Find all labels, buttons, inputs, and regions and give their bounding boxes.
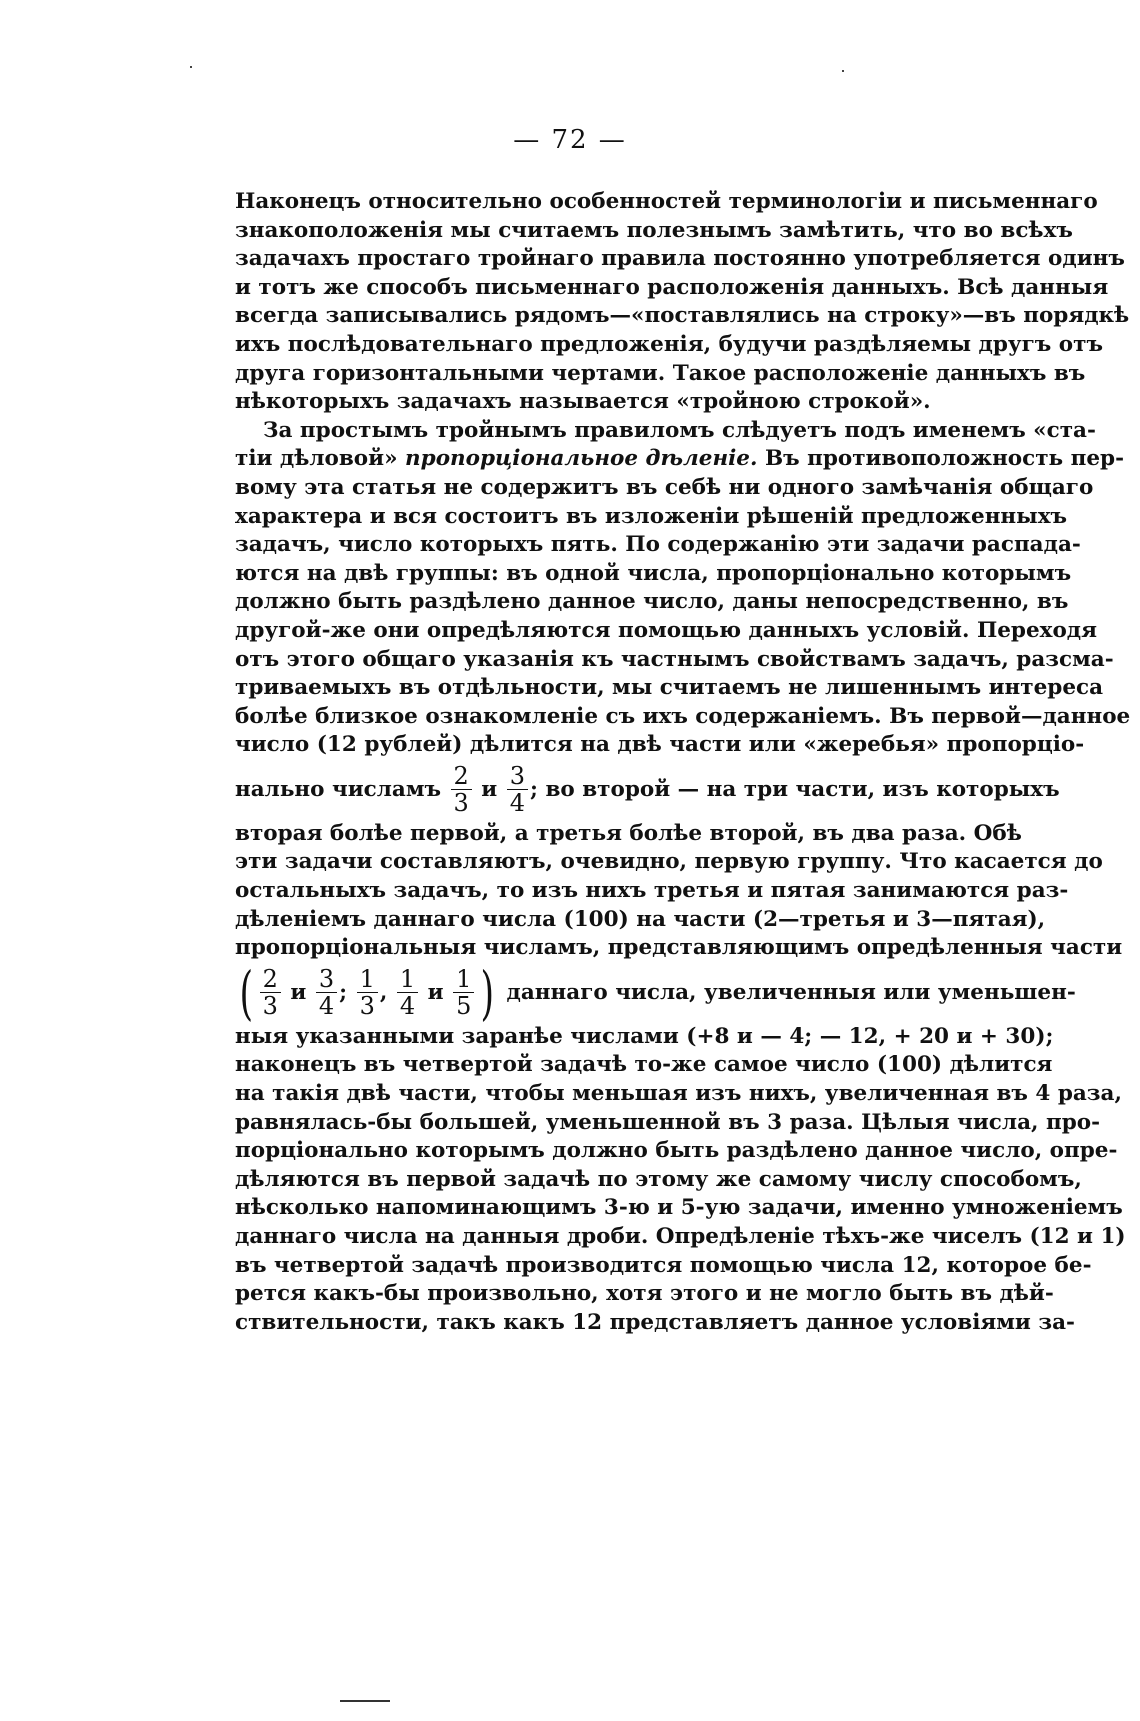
text-fragment: и <box>290 979 307 1005</box>
text-line: нѣкоторыхъ задачахъ называется «тройною строкой». <box>235 389 931 415</box>
fraction-denominator: 4 <box>318 992 335 1021</box>
fraction <box>507 763 528 816</box>
text-line: наконецъ въ четвертой задачѣ то-же самое число (100) дѣлится <box>235 1052 1053 1078</box>
text-fragment: , <box>379 979 388 1005</box>
fraction-numerator: 1 <box>453 966 474 993</box>
text-line: дѣленіемъ даннаго числа (100) на части (2—третья и 3—пятая), <box>235 906 1046 932</box>
text-line: нѣсколько напоминающимъ 3-ю и 5-ую задачи, именно умноженіемъ <box>235 1195 1123 1221</box>
text-fragment: ; во второй — на три части, изъ которыхъ <box>530 776 1060 802</box>
text-line: рется какъ-бы произвольно, хотя этого и не могло быть въ дѣй- <box>235 1281 1054 1307</box>
text-line: знакоположенія мы считаемъ полезнымъ замѣтить, что во всѣхъ <box>235 217 1073 243</box>
text-line: эти задачи составляютъ, очевидно, первую группу. Что касается до <box>235 849 1103 875</box>
text-fragment: и <box>481 776 498 802</box>
fraction-numerator: 1 <box>357 966 378 993</box>
text-line: ются на двѣ группы: въ одной числа, пропорціонально которымъ <box>235 560 1072 586</box>
fraction-numerator: 3 <box>316 966 337 993</box>
text-fragment: ; <box>339 979 348 1005</box>
text-line: За простымъ тройнымъ правиломъ слѣдуетъ подъ именемъ «ста- <box>263 417 1096 443</box>
fraction-denominator: 4 <box>399 992 416 1021</box>
text-line: ныя указанными заранѣе числами (+8 и — 4; — 12, + 20 и + 30); <box>235 1023 1054 1049</box>
text-line-with-fractions <box>235 958 1076 1027</box>
body-text <box>235 188 1131 1337</box>
scan-speck <box>842 70 844 72</box>
text-line: число (12 рублей) дѣлится на двѣ части или «жеребья» пропорціо- <box>235 732 1085 758</box>
text-line: вторая болѣе первой, а третья болѣе второй, въ два раза. Обѣ <box>235 820 1022 846</box>
text-line: друга горизонтальными чертами. Такое расположеніе данныхъ въ <box>235 360 1086 386</box>
text-line: въ четвертой задачѣ производится помощью числа 12, которое бе- <box>235 1252 1092 1278</box>
text-line: равнялась-бы большей, уменьшенной въ 3 раза. Цѣлыя числа, про- <box>235 1109 1100 1135</box>
fraction-denominator: 3 <box>262 992 278 1021</box>
fraction <box>357 966 378 1019</box>
text-line: ихъ послѣдовательнаго предложенія, будучи раздѣляемы другъ отъ <box>235 331 1103 357</box>
text-line: даннаго числа на данныя дроби. Опредѣленіе тѣхъ-же чиселъ (12 и 1) <box>235 1224 1126 1249</box>
text-line: и тотъ же способъ письменнаго расположенія данныхъ. Всѣ данныя <box>235 274 1109 300</box>
text-line: триваемыхъ въ отдѣльности, мы считаемъ не лишеннымъ интереса <box>235 675 1104 701</box>
scan-mark <box>340 1700 390 1702</box>
fraction-denominator: 3 <box>359 992 375 1021</box>
text-line <box>235 445 1125 474</box>
text-line: задачахъ простаго тройнаго правила постоянно употребляется одинъ <box>235 246 1125 272</box>
text-fragment: Въ противоположность пер- <box>764 446 1125 472</box>
open-paren: ( <box>239 958 254 1027</box>
scan-speck <box>190 66 192 68</box>
fraction-numerator: 2 <box>260 966 281 993</box>
text-line: болѣе близкое ознакомленіе съ ихъ содержаніемъ. Въ первой—данное <box>235 703 1131 729</box>
page-number: — 72 — <box>513 125 627 155</box>
text-line: другой-же они опредѣляются помощью данныхъ условій. Переходя <box>235 617 1098 643</box>
text-line: на такія двѣ части, чтобы меньшая изъ нихъ, увеличенная въ 4 раза, <box>235 1081 1122 1107</box>
text-line: должно быть раздѣлено данное число, даны непосредственно, въ <box>235 589 1069 615</box>
fraction <box>451 763 472 816</box>
fraction <box>316 966 337 1019</box>
text-line: вому эта статья не содержитъ въ себѣ ни одного замѣчанія общаго <box>235 474 1094 500</box>
text-line: Наконецъ относительно особенностей терминологіи и письменнаго <box>235 189 1098 214</box>
fraction-denominator: 3 <box>453 789 469 818</box>
fraction-denominator: 4 <box>509 789 526 818</box>
fraction <box>260 966 281 1019</box>
fraction-numerator: 3 <box>507 763 528 790</box>
text-line: порціонально которымъ должно быть раздѣлено данное число, опре- <box>235 1138 1118 1164</box>
text-line-with-fractions <box>235 760 1060 820</box>
text-line: ствительности, такъ какъ 12 представляетъ данное условіями за- <box>235 1309 1075 1335</box>
text-fragment: даннаго числа, увеличенныя или уменьшен- <box>506 979 1076 1005</box>
fraction <box>453 966 474 1019</box>
text-line: отъ этого общаго указанія къ частнымъ свойствамъ задачъ, разсма- <box>235 646 1114 672</box>
fraction-numerator: 1 <box>397 966 418 993</box>
close-paren: ) <box>480 958 495 1027</box>
text-line: остальныхъ задачъ, то изъ нихъ третья и пятая занимаются раз- <box>235 878 1069 904</box>
fraction-denominator: 5 <box>456 992 472 1021</box>
text-line: дѣляются въ первой задачѣ по этому же самому числу способомъ, <box>235 1166 1082 1192</box>
text-fragment: и <box>427 979 444 1005</box>
text-line: пропорціональныя числамъ, представляющимъ опредѣленныя части <box>235 935 1123 961</box>
text-line: всегда записывались рядомъ—«поставлялись на строку»—въ порядкѣ <box>235 303 1130 329</box>
text-line: задачъ, число которыхъ пять. По содержанію эти задачи распада- <box>235 532 1081 558</box>
text-fragment: нально числамъ <box>235 776 442 802</box>
fraction-numerator: 2 <box>451 763 472 790</box>
text-line: характера и вся состоитъ въ изложеніи рѣшеній предложенныхъ <box>235 503 1068 529</box>
italic-term: пропорціональное дѣленіе. <box>405 446 758 472</box>
text-fragment: тіи дѣловой» <box>235 446 398 472</box>
fraction <box>397 966 418 1019</box>
